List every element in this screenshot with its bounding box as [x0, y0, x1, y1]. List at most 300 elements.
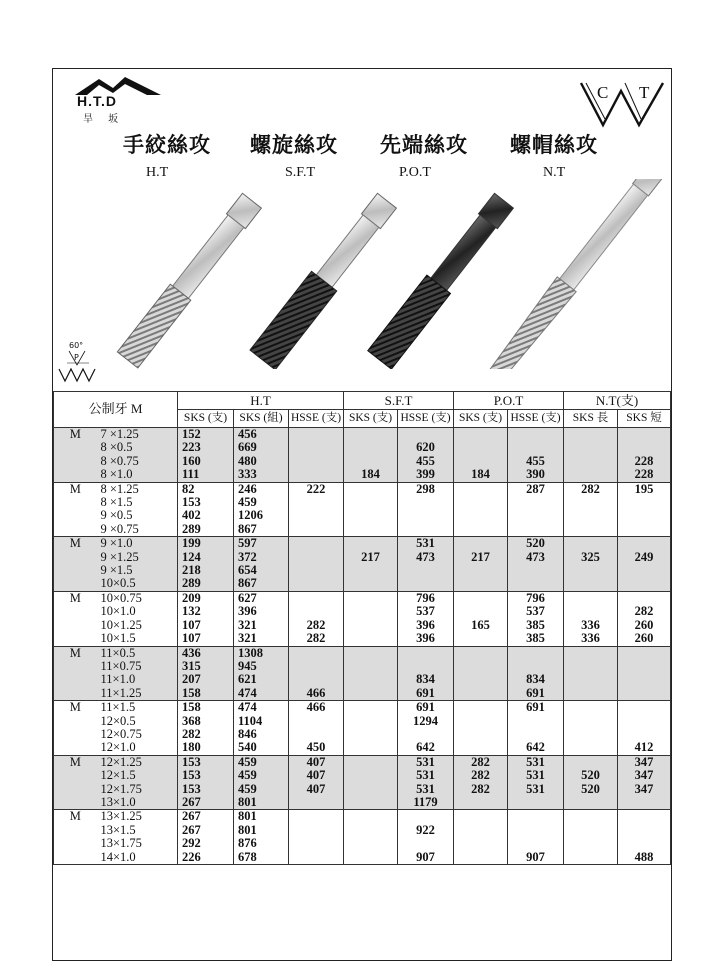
price-cell: 1179: [398, 796, 454, 810]
price-cell: [454, 741, 508, 755]
price-cell: [508, 646, 564, 660]
price-cell: 846: [234, 728, 289, 741]
row-size-cell: 13×1.25: [97, 810, 178, 824]
price-cell: 407: [289, 755, 344, 769]
price-cell: 153: [178, 496, 234, 509]
angle-label: 60°: [69, 341, 84, 350]
row-series-cell: [54, 673, 97, 686]
price-cell: 107: [178, 632, 234, 646]
price-cell: 325: [564, 551, 618, 564]
price-cell: 412: [618, 741, 671, 755]
price-cell: 282: [289, 632, 344, 646]
price-cell: [289, 605, 344, 618]
price-cell: 199: [178, 537, 234, 551]
price-cell: [454, 564, 508, 577]
price-cell: [508, 728, 564, 741]
price-cell: 218: [178, 564, 234, 577]
price-cell: 455: [508, 455, 564, 468]
row-series-cell: [54, 632, 97, 646]
price-cell: [618, 591, 671, 605]
price-cell: [454, 851, 508, 865]
price-cell: [344, 687, 398, 701]
price-cell: [289, 673, 344, 686]
row-size-cell: 10×0.75: [97, 591, 178, 605]
price-cell: 801: [234, 796, 289, 810]
price-cell: [344, 428, 398, 442]
subhead-sft-sks: SKS (支): [344, 410, 398, 428]
price-cell: 287: [508, 482, 564, 496]
price-cell: [289, 455, 344, 468]
price-cell: 347: [618, 783, 671, 796]
price-cell: 107: [178, 619, 234, 632]
price-cell: 368: [178, 715, 234, 728]
table-row: [54, 632, 671, 646]
price-cell: 691: [398, 687, 454, 701]
title-nut-tap: 螺帽絲攻: [510, 133, 598, 157]
price-cell: 347: [618, 755, 671, 769]
row-series-cell: [54, 728, 97, 741]
row-size-cell: 10×1.5: [97, 632, 178, 646]
price-cell: [564, 441, 618, 454]
price-cell: [564, 660, 618, 673]
row-size-cell: 13×1.5: [97, 824, 178, 837]
price-cell: 597: [234, 537, 289, 551]
row-series-cell: [54, 523, 97, 537]
price-cell: [454, 591, 508, 605]
price-cell: [454, 496, 508, 509]
price-cell: [398, 810, 454, 824]
price-cell: [508, 824, 564, 837]
price-cell: 165: [454, 619, 508, 632]
price-cell: 321: [234, 632, 289, 646]
price-cell: [344, 591, 398, 605]
price-cell: [289, 810, 344, 824]
price-cell: 1206: [234, 509, 289, 522]
price-cell: [564, 810, 618, 824]
price-cell: 282: [618, 605, 671, 618]
price-cell: [454, 687, 508, 701]
price-table: [53, 391, 671, 865]
table-row: [54, 796, 671, 810]
price-cell: [398, 509, 454, 522]
price-table-body: [54, 428, 671, 865]
row-series-cell: [54, 824, 97, 837]
price-cell: 396: [234, 605, 289, 618]
price-cell: [344, 728, 398, 741]
price-cell: [289, 577, 344, 591]
price-cell: [289, 796, 344, 810]
price-cell: [289, 728, 344, 741]
price-cell: 158: [178, 701, 234, 715]
price-cell: [618, 824, 671, 837]
price-cell: 298: [398, 482, 454, 496]
row-series-cell: [54, 496, 97, 509]
price-cell: 180: [178, 741, 234, 755]
price-cell: 867: [234, 523, 289, 537]
row-size-cell: 9 ×0.5: [97, 509, 178, 522]
price-cell: 282: [454, 783, 508, 796]
price-cell: [508, 428, 564, 442]
thread-profile-icon: [57, 341, 97, 385]
catalog-header: [53, 69, 670, 391]
price-cell: [289, 428, 344, 442]
table-row: [54, 551, 671, 564]
row-series-cell: [54, 687, 97, 701]
table-row: [54, 496, 671, 509]
row-series-cell: [54, 564, 97, 577]
price-cell: [289, 564, 344, 577]
price-cell: [508, 660, 564, 673]
price-cell: 223: [178, 441, 234, 454]
price-cell: [564, 741, 618, 755]
price-cell: 336: [564, 632, 618, 646]
price-cell: 436: [178, 646, 234, 660]
price-cell: [344, 509, 398, 522]
price-cell: [508, 509, 564, 522]
row-size-cell: 11×1.5: [97, 701, 178, 715]
subhead-nt-long: SKS 長: [564, 410, 618, 428]
product-titles: [53, 129, 670, 159]
price-cell: 260: [618, 619, 671, 632]
price-cell: [344, 455, 398, 468]
price-cell: 158: [178, 687, 234, 701]
title-hand-tap: 手絞絲攻: [123, 133, 211, 157]
price-cell: 336: [564, 619, 618, 632]
row-series-cell: [54, 455, 97, 468]
price-cell: 184: [344, 468, 398, 482]
price-cell: 537: [398, 605, 454, 618]
price-cell: 396: [398, 619, 454, 632]
price-cell: 540: [234, 741, 289, 755]
model-pot: P.O.T: [399, 165, 431, 180]
table-row: [54, 577, 671, 591]
table-row: [54, 619, 671, 632]
row-size-cell: 9 ×1.25: [97, 551, 178, 564]
model-nt: N.T: [543, 165, 566, 180]
price-cell: 907: [508, 851, 564, 865]
row-series-cell: [54, 837, 97, 850]
price-cell: 124: [178, 551, 234, 564]
price-cell: 621: [234, 673, 289, 686]
price-cell: [289, 646, 344, 660]
price-cell: [344, 851, 398, 865]
cwt-brand-mark: [577, 77, 667, 129]
price-cell: [398, 660, 454, 673]
row-series-cell: [54, 577, 97, 591]
price-cell: 407: [289, 769, 344, 782]
price-cell: [508, 796, 564, 810]
row-series-cell: [54, 851, 97, 865]
price-cell: 396: [398, 632, 454, 646]
price-cell: [564, 496, 618, 509]
price-cell: [618, 701, 671, 715]
price-cell: 207: [178, 673, 234, 686]
row-size-cell: 8 ×1.25: [97, 482, 178, 496]
row-series-cell: M: [54, 591, 97, 605]
price-cell: 466: [289, 701, 344, 715]
table-row: [54, 715, 671, 728]
price-cell: 459: [234, 496, 289, 509]
brand-letter-c: C: [597, 83, 609, 102]
price-cell: [289, 496, 344, 509]
price-cell: 217: [344, 551, 398, 564]
group-pot: P.O.T: [454, 392, 564, 410]
price-cell: 801: [234, 810, 289, 824]
row-size-cell: 12×1.25: [97, 755, 178, 769]
table-row: [54, 523, 671, 537]
price-cell: 922: [398, 824, 454, 837]
table-row: [54, 687, 671, 701]
price-cell: [454, 824, 508, 837]
price-cell: 642: [398, 741, 454, 755]
row-size-cell: 12×1.0: [97, 741, 178, 755]
table-row: [54, 755, 671, 769]
table-row: [54, 769, 671, 782]
price-cell: 282: [454, 755, 508, 769]
price-cell: 945: [234, 660, 289, 673]
price-cell: 488: [618, 851, 671, 865]
price-cell: [289, 537, 344, 551]
price-cell: [618, 728, 671, 741]
logo-name: H.T.D: [77, 93, 117, 109]
row-size-cell: 9 ×1.5: [97, 564, 178, 577]
row-series-cell: [54, 605, 97, 618]
price-cell: 282: [564, 482, 618, 496]
price-cell: [344, 837, 398, 850]
price-cell: 289: [178, 523, 234, 537]
price-cell: 796: [508, 591, 564, 605]
subhead-nt-short: SKS 短: [618, 410, 671, 428]
price-cell: [564, 509, 618, 522]
brand-letter-t: T: [639, 83, 650, 102]
price-cell: 466: [289, 687, 344, 701]
price-cell: [564, 837, 618, 850]
price-cell: 195: [618, 482, 671, 496]
price-cell: [564, 605, 618, 618]
price-cell: 267: [178, 810, 234, 824]
price-cell: [289, 715, 344, 728]
price-cell: 520: [564, 783, 618, 796]
table-row: [54, 537, 671, 551]
price-cell: [564, 687, 618, 701]
price-cell: 834: [398, 673, 454, 686]
price-cell: [344, 796, 398, 810]
model-sft: S.F.T: [285, 165, 316, 180]
price-cell: [344, 769, 398, 782]
price-cell: 531: [508, 755, 564, 769]
price-cell: [564, 796, 618, 810]
price-cell: [344, 496, 398, 509]
price-cell: 152: [178, 428, 234, 442]
price-cell: [564, 851, 618, 865]
price-cell: 456: [234, 428, 289, 442]
row-size-cell: 12×0.5: [97, 715, 178, 728]
price-cell: [618, 564, 671, 577]
price-cell: 455: [398, 455, 454, 468]
price-cell: 531: [508, 783, 564, 796]
price-cell: [289, 551, 344, 564]
row-size-cell: 10×1.0: [97, 605, 178, 618]
price-cell: 347: [618, 769, 671, 782]
price-cell: 209: [178, 591, 234, 605]
table-row: [54, 783, 671, 796]
pitch-label: P: [74, 353, 79, 362]
price-cell: [398, 496, 454, 509]
price-cell: 111: [178, 468, 234, 482]
price-cell: [618, 715, 671, 728]
subhead-ht-sks-pc: SKS (支): [178, 410, 234, 428]
group-ht: H.T: [178, 392, 344, 410]
price-cell: [618, 687, 671, 701]
row-size-cell: 13×1.0: [97, 796, 178, 810]
row-size-cell: 10×0.5: [97, 577, 178, 591]
price-cell: [454, 660, 508, 673]
price-cell: 217: [454, 551, 508, 564]
price-cell: 691: [508, 701, 564, 715]
price-cell: [454, 810, 508, 824]
price-cell: [564, 564, 618, 577]
table-row: [54, 441, 671, 454]
row-series-cell: [54, 441, 97, 454]
row-size-cell: 13×1.75: [97, 837, 178, 850]
row-series-cell: [54, 619, 97, 632]
price-cell: [344, 577, 398, 591]
price-cell: [289, 509, 344, 522]
price-cell: [454, 673, 508, 686]
price-cell: 474: [234, 701, 289, 715]
price-cell: [344, 537, 398, 551]
price-cell: 372: [234, 551, 289, 564]
table-row: [54, 564, 671, 577]
price-cell: 82: [178, 482, 234, 496]
w-logo-icon: [577, 77, 667, 129]
price-cell: [508, 810, 564, 824]
row-size-cell: 9 ×1.0: [97, 537, 178, 551]
title-spiral-tap: 螺旋絲攻: [250, 133, 338, 157]
price-cell: [564, 728, 618, 741]
price-cell: [398, 837, 454, 850]
row-series-cell: [54, 741, 97, 755]
price-cell: [454, 632, 508, 646]
price-cell: [618, 673, 671, 686]
price-cell: [618, 837, 671, 850]
price-cell: 226: [178, 851, 234, 865]
row-series-cell: M: [54, 537, 97, 551]
price-cell: [344, 646, 398, 660]
price-cell: 691: [398, 701, 454, 715]
price-cell: 654: [234, 564, 289, 577]
price-cell: 315: [178, 660, 234, 673]
price-cell: 249: [618, 551, 671, 564]
price-cell: 620: [398, 441, 454, 454]
row-series-cell: [54, 715, 97, 728]
price-cell: [618, 577, 671, 591]
price-cell: [564, 715, 618, 728]
price-cell: 246: [234, 482, 289, 496]
price-cell: [454, 577, 508, 591]
table-row: [54, 673, 671, 686]
price-cell: 531: [398, 537, 454, 551]
price-cell: 321: [234, 619, 289, 632]
table-row: [54, 468, 671, 482]
row-size-cell: 11×0.5: [97, 646, 178, 660]
table-row: [54, 824, 671, 837]
point-tap-image: [368, 192, 516, 369]
price-cell: [454, 715, 508, 728]
price-cell: 282: [454, 769, 508, 782]
price-cell: [564, 673, 618, 686]
price-cell: [344, 482, 398, 496]
price-cell: [564, 824, 618, 837]
price-cell: [508, 564, 564, 577]
table-row: [54, 591, 671, 605]
price-cell: [454, 537, 508, 551]
price-cell: 153: [178, 755, 234, 769]
subhead-ht-sks-set: SKS (組): [234, 410, 289, 428]
row-size-cell: 14×1.0: [97, 851, 178, 865]
price-cell: [454, 523, 508, 537]
row-size-cell: 8 ×1.0: [97, 468, 178, 482]
price-cell: 228: [618, 455, 671, 468]
price-cell: 876: [234, 837, 289, 850]
htd-logo: [73, 75, 163, 131]
price-cell: [289, 591, 344, 605]
price-cell: 520: [508, 537, 564, 551]
price-cell: 459: [234, 755, 289, 769]
price-cell: [454, 455, 508, 468]
table-row: [54, 810, 671, 824]
price-cell: 153: [178, 769, 234, 782]
price-cell: [344, 741, 398, 755]
price-cell: [344, 660, 398, 673]
price-cell: 678: [234, 851, 289, 865]
row-series-cell: M: [54, 810, 97, 824]
row-size-cell: 12×1.5: [97, 769, 178, 782]
table-row: [54, 509, 671, 522]
group-nt: N.T(支): [564, 392, 671, 410]
price-cell: 627: [234, 591, 289, 605]
table-row: [54, 837, 671, 850]
row-size-cell: 8 ×0.75: [97, 455, 178, 468]
price-cell: 907: [398, 851, 454, 865]
price-cell: 160: [178, 455, 234, 468]
price-cell: 796: [398, 591, 454, 605]
price-cell: [344, 701, 398, 715]
price-cell: [618, 441, 671, 454]
thread-angle-diagram: [57, 341, 97, 385]
row-size-cell: 11×1.0: [97, 673, 178, 686]
price-cell: 282: [178, 728, 234, 741]
price-cell: [564, 523, 618, 537]
price-cell: 228: [618, 468, 671, 482]
price-cell: 537: [508, 605, 564, 618]
price-cell: [618, 523, 671, 537]
price-cell: [618, 509, 671, 522]
price-cell: [508, 577, 564, 591]
price-cell: [344, 605, 398, 618]
price-cell: 153: [178, 783, 234, 796]
price-cell: 385: [508, 619, 564, 632]
price-cell: [508, 441, 564, 454]
price-cell: [564, 646, 618, 660]
price-cell: 473: [398, 551, 454, 564]
price-cell: 834: [508, 673, 564, 686]
price-cell: 267: [178, 796, 234, 810]
price-cell: 184: [454, 468, 508, 482]
row-series-cell: M: [54, 701, 97, 715]
price-cell: 1104: [234, 715, 289, 728]
price-cell: 289: [178, 577, 234, 591]
